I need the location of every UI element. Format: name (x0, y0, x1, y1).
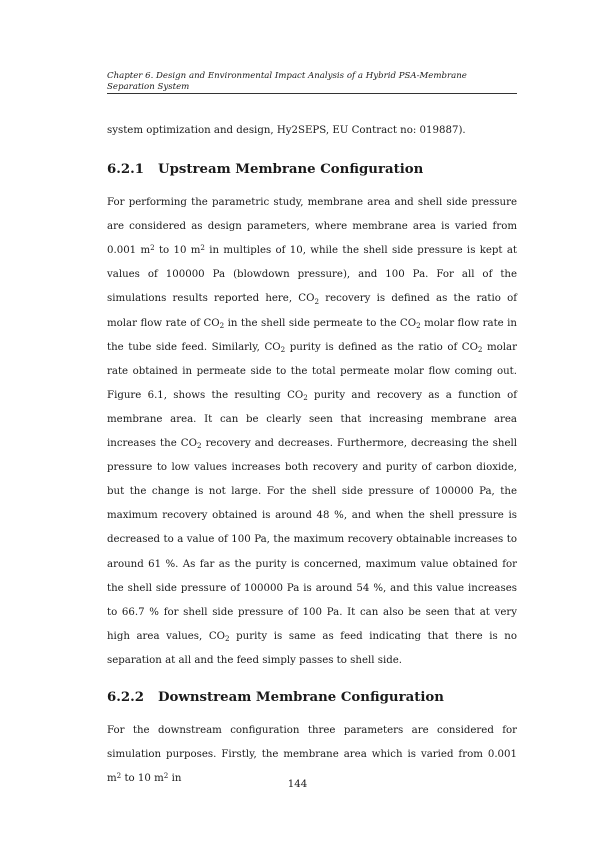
subscript: 2 (303, 393, 308, 403)
section-title: Downstream Membrane Configuration (158, 689, 444, 705)
subscript: 2 (196, 441, 202, 451)
superscript: 2 (116, 770, 122, 780)
superscript: 2 (163, 770, 169, 780)
section-number: 6.2.1 (107, 162, 145, 178)
subscript: 2 (280, 344, 286, 354)
subscript: 2 (314, 296, 319, 306)
subscript: 2 (416, 320, 421, 330)
running-header-line-1: Chapter 6. Design and Environmental Impact Analysis of a Hybrid PSA-Membrane (107, 71, 467, 81)
upstream-paragraph: For performing the parametric study, membrane area and shell side pressure are considered as design parameters, where membrane area is varied from 0.001 $m^2$ to 10 $m^2$ in multiples of 10, while the shell side pressure is kept at values of 100000 Pa (blowdown pressure), and 100 Pa. For all of the simulations results reported here, $CO_2$ recovery is defined as the ratio of molar flow rate of $CO_2$ in the shell side permeate to the $CO_2$ molar flow rate in the tube side feed. Similarly, $CO_2$ purity is defined as the ratio of $CO_2$ molar rate obtained in permeate side to the total permeate molar flow coming out. Figure 6.1, shows the resulting $CO_2$ purity and recovery as a function of membrane area. It can be clearly seen that increasing membrane area increases the $CO_2$ recovery and decreases. Furthermore, decreasing the shell pressure to low values increases both recovery and purity of carbon dioxide, but the change is not large. For the shell side pressure of 100000 Pa, the maximum recovery obtained is around 48 %, and when the shell pressure is decreased to a value of 100 Pa, the maximum recovery obtainable increases to around 61 %. As far as the purity is concerned, maximum value obtained for the shell side pressure of 100000 Pa is around 54 %, and this value increases to 66.7 % for shell side pressure of 100 Pa. It can also be seen that at very high area values, $CO_2$ purity is same as feed indicating that there is no separation at all and the feed simply passes to shell side. (107, 197, 518, 666)
running-header (107, 71, 517, 94)
subscript: 2 (225, 634, 230, 644)
downstream-paragraph: For the downstream configuration three parameters are considered for simulation purposes. Firstly, the membrane area which is varied from 0.001 $m^2$ to 10 $m^2$ in (107, 724, 517, 785)
page-number: 144 (287, 779, 308, 790)
subscript: 2 (477, 344, 483, 354)
section-number: 6.2.2 (107, 689, 145, 705)
page-body (107, 119, 517, 791)
superscript: 2 (150, 242, 155, 252)
section-title: Upstream Membrane Configuration (158, 162, 424, 178)
section-heading-downstream (107, 690, 517, 706)
superscript: 2 (200, 242, 205, 252)
subscript: 2 (219, 320, 225, 330)
section-heading-upstream (107, 162, 517, 178)
running-header-line-2: Separation System (107, 81, 190, 92)
intro-paragraph: system optimization and design, Hy2SEPS, EU Contract no: 019887). (107, 125, 466, 136)
